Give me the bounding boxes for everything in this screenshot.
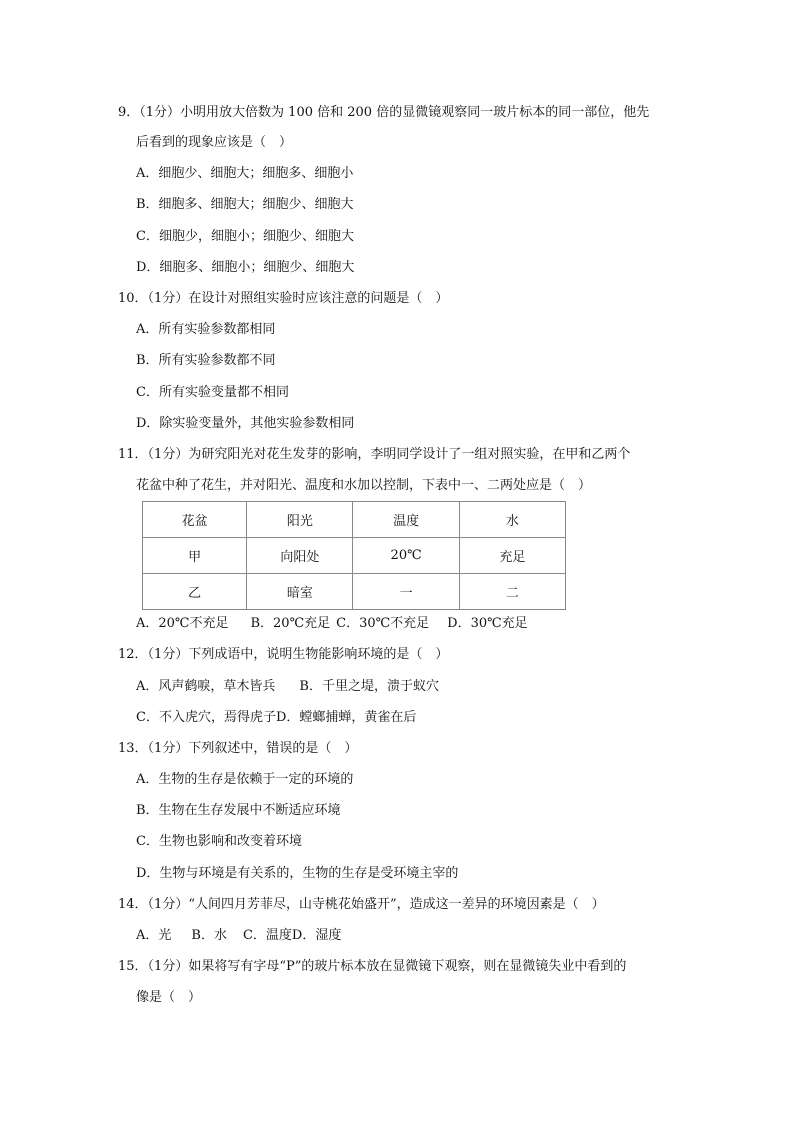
question-11-option-a: A．20℃不充足 — [136, 616, 229, 631]
question-11-options — [136, 615, 528, 633]
question-9-stem-continued: 后看到的现象应该是（ ） — [136, 135, 293, 150]
question-13-option-b: B．生物在生存发展中不断适应环境 — [136, 803, 341, 818]
table-cell: 充足 — [459, 538, 565, 574]
question-14-stem: 14．（1分）“人间四月芳菲尽，山寺桃花始盛开”，造成这一差异的环境因素是（ ） — [118, 897, 605, 912]
question-12-options-row1 — [136, 678, 439, 696]
question-14-option-d: D．湿度 — [291, 928, 342, 943]
question-11-option-b: B．20℃充足 — [250, 616, 331, 631]
table-header-cell: 温度 — [353, 502, 459, 538]
question-13-stem: 13．（1分）下列叙述中，错误的是（ ） — [118, 741, 358, 756]
question-12-option-c: C．不入虎穴，焉得虎子 — [136, 710, 276, 725]
question-11-option-c: C．30℃不充足 — [336, 616, 430, 631]
question-14-option-b: B．水 — [191, 928, 227, 943]
question-13-option-a: A．生物的生存是依赖于一定的环境的 — [136, 772, 354, 787]
question-12-option-b: B．千里之堤，溃于蚁穴 — [299, 679, 439, 694]
table-cell: 甲 — [143, 538, 247, 574]
question-12-option-a: A．风声鹤唳，草木皆兵 — [136, 679, 276, 694]
question-13-option-c: C．生物也影响和改变着环境 — [136, 834, 302, 849]
question-14-options — [136, 927, 341, 945]
question-11-stem: 11．（1分）为研究阳光对花生发芽的影响，李明同学设计了一组对照实验，在甲和乙两个 — [118, 447, 631, 462]
question-9-option-d: D．细胞多、细胞小；细胞少、细胞大 — [136, 260, 355, 275]
table-cell: 一 — [353, 574, 459, 610]
question-13-option-d: D．生物与环境是有关系的，生物的生存是受环境主宰的 — [136, 866, 459, 881]
question-12-stem: 12．（1分）下列成语中，说明生物能影响环境的是（ ） — [118, 647, 449, 662]
table-cell: 向阳处 — [247, 538, 353, 574]
question-11-stem-continued: 花盆中种了花生，并对阳光、温度和水加以控制，下表中一、二两处应是（ ） — [136, 478, 592, 493]
question-10-option-b: B．所有实验参数都不同 — [136, 353, 276, 368]
table-row — [143, 538, 566, 574]
table-cell: 20℃ — [353, 538, 459, 574]
table-header-row — [143, 502, 566, 538]
table-cell: 乙 — [143, 574, 247, 610]
table-cell: 暗室 — [247, 574, 353, 610]
table-header-cell: 水 — [459, 502, 565, 538]
question-10-option-c: C．所有实验变量都不相同 — [136, 385, 289, 400]
question-15-stem: 15．（1分）如果将写有字母“P”的玻片标本放在显微镜下观察，则在显微镜失业中看到的 — [118, 959, 627, 974]
question-10-option-d: D．除实验变量外，其他实验参数相同 — [136, 416, 355, 431]
table-row — [143, 574, 566, 610]
question-9-option-b: B．细胞多、细胞大；细胞少、细胞大 — [136, 197, 354, 212]
question-14-option-c: C．温度 — [242, 928, 292, 943]
question-12-options-row2 — [136, 709, 416, 727]
question-15-stem-continued: 像是（ ） — [136, 990, 202, 1005]
question-14-option-a: A．光 — [136, 928, 172, 943]
question-9-stem: 9．（1分）小明用放大倍数为 100 倍和 200 倍的显微镜观察同一玻片标本的同一部位，他先 — [118, 105, 650, 120]
table-cell: 二 — [459, 574, 565, 610]
question-10-option-a: A．所有实验参数都相同 — [136, 322, 276, 337]
question-11-option-d: D．30℃充足 — [447, 616, 528, 631]
question-9-option-a: A．细胞少、细胞大；细胞多、细胞小 — [136, 166, 354, 181]
question-10-stem: 10．（1分）在设计对照组实验时应该注意的问题是（ ） — [118, 291, 449, 306]
experiment-table — [142, 501, 566, 610]
table-header-cell: 阳光 — [247, 502, 353, 538]
table-header-cell: 花盆 — [143, 502, 247, 538]
question-9-option-c: C．细胞少，细胞小；细胞少、细胞大 — [136, 229, 354, 244]
question-12-option-d: D．螳螂捕蝉，黄雀在后 — [275, 710, 417, 725]
